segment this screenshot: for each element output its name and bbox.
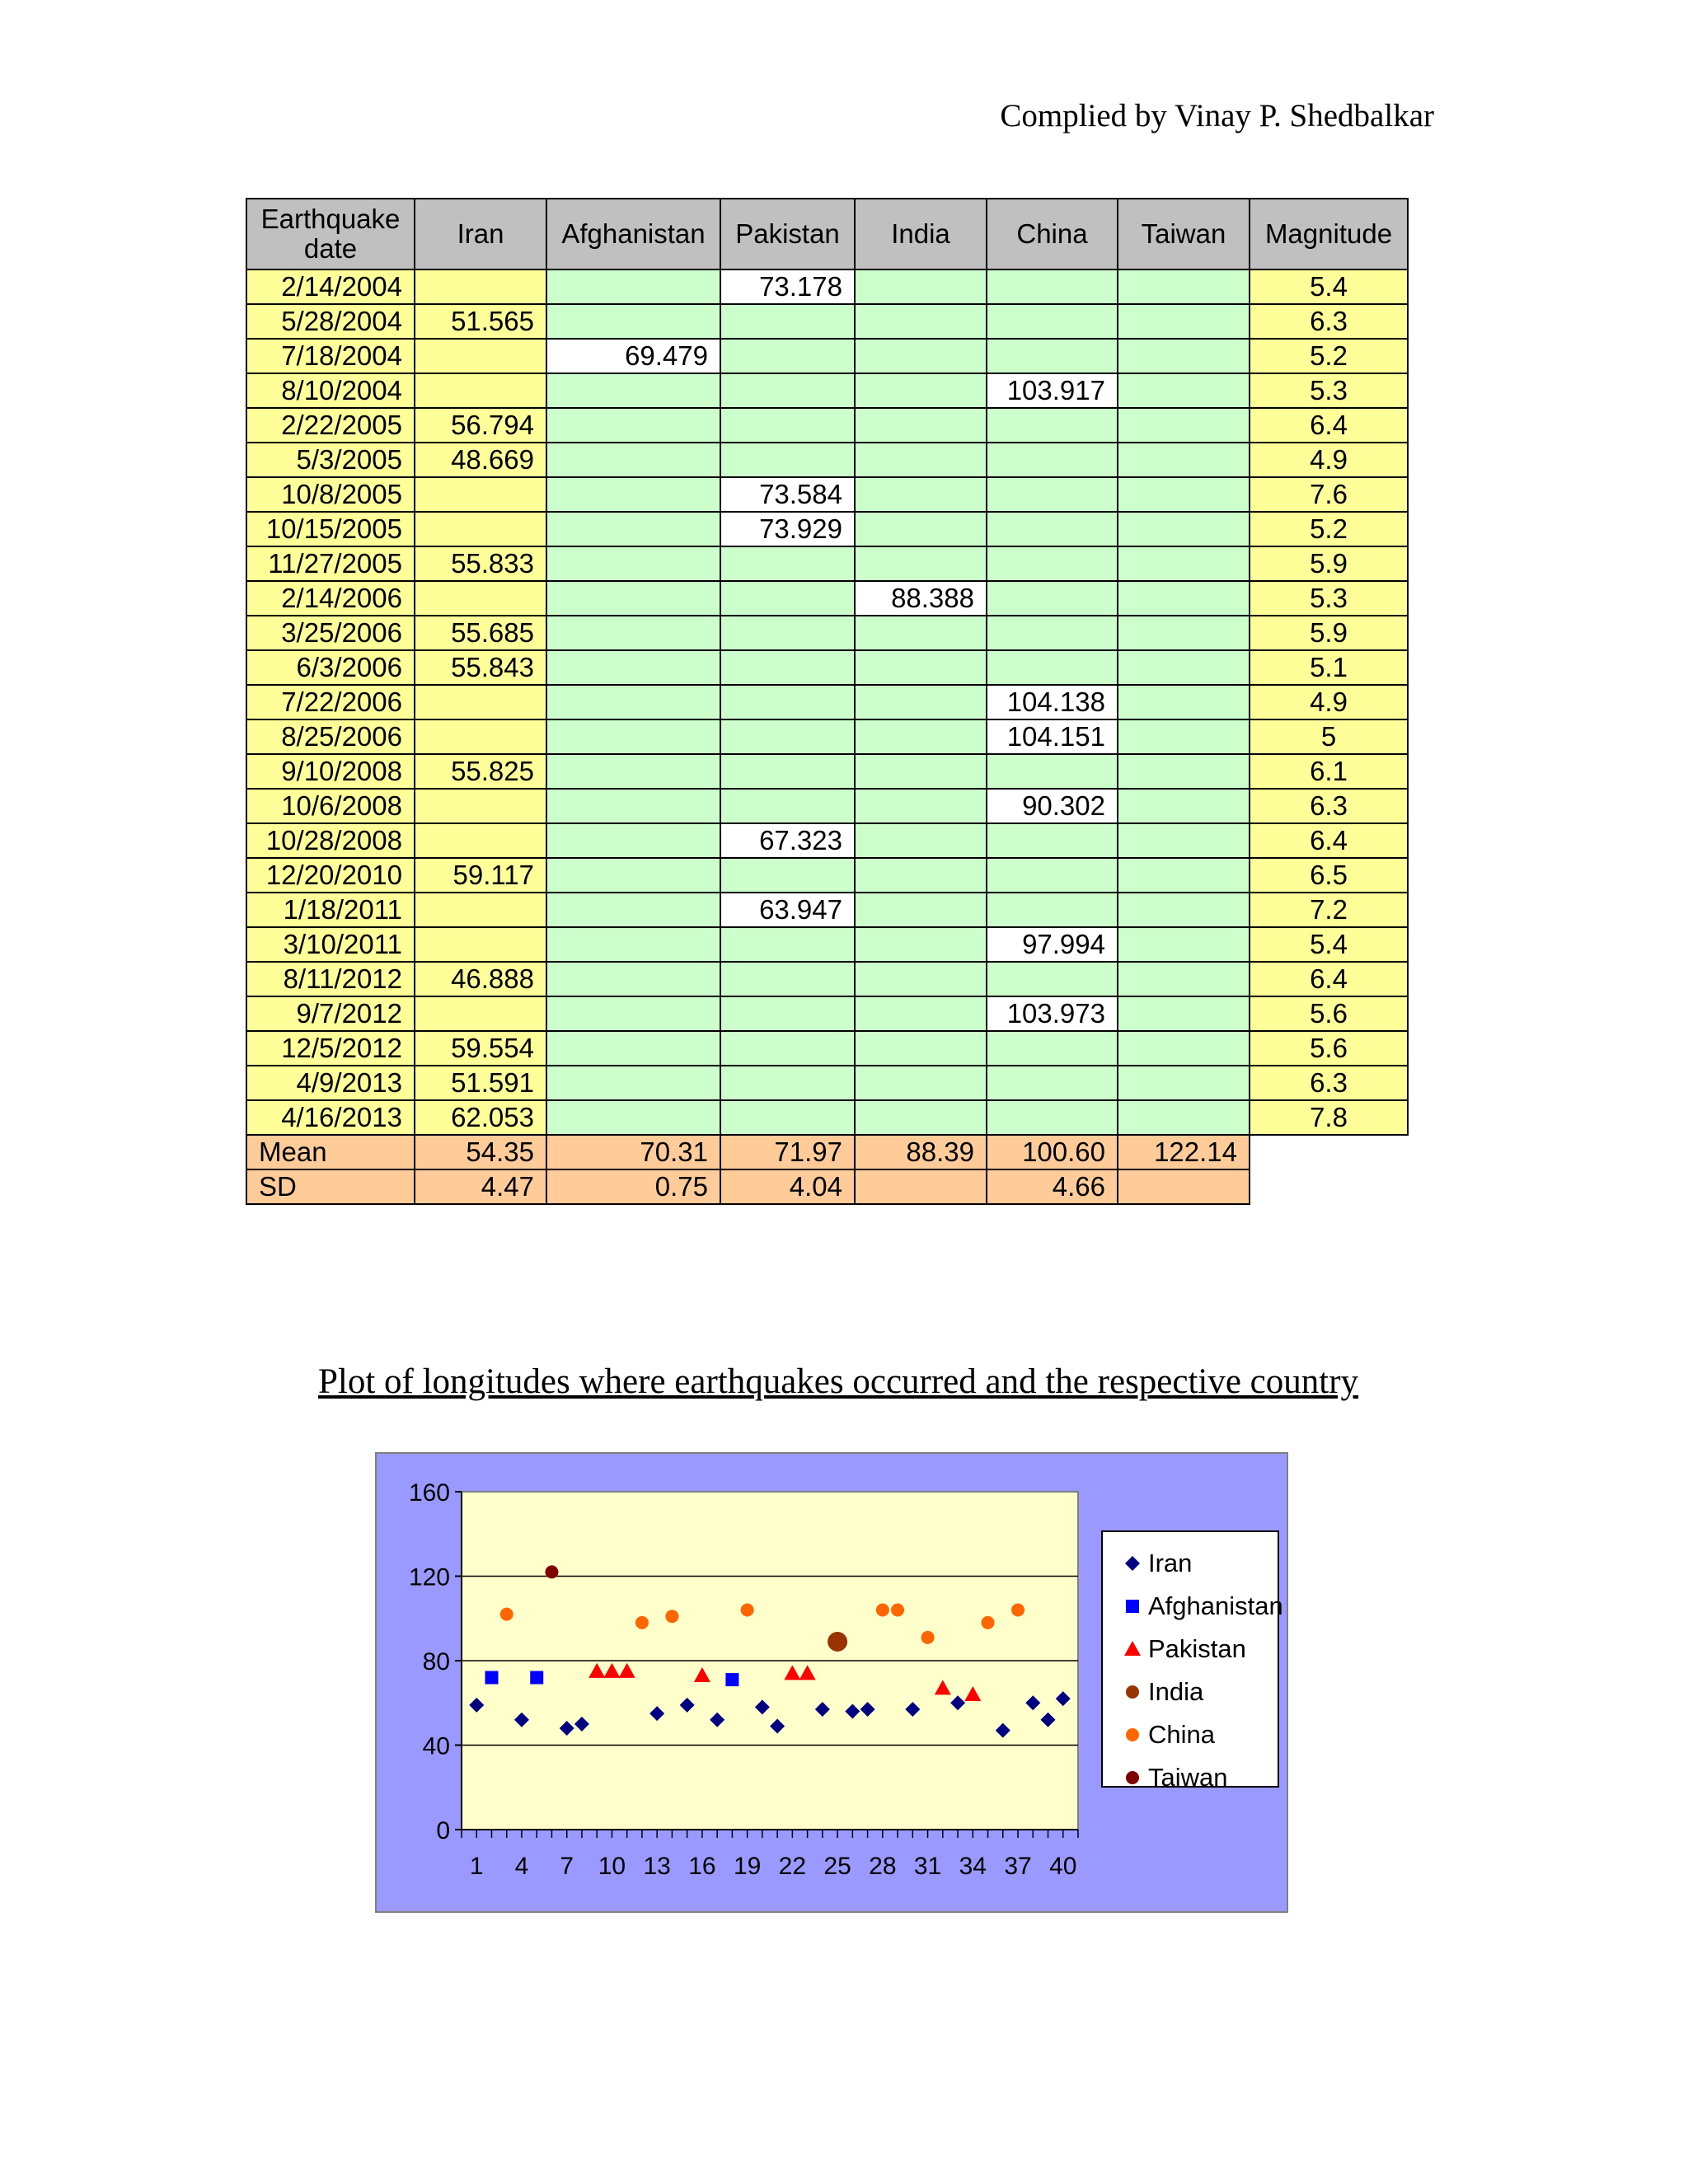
- mean-row-value: 100.60: [987, 1135, 1118, 1169]
- magnitude-cell: 5.3: [1250, 373, 1408, 408]
- longitude-cell: 55.843: [415, 650, 546, 685]
- magnitude-cell: 6.3: [1250, 789, 1408, 823]
- x-tick-label: 19: [733, 1853, 762, 1880]
- header-date: Earthquake date: [246, 199, 415, 269]
- magnitude-cell: 6.3: [1250, 304, 1408, 339]
- longitude-cell: 104.151: [987, 719, 1118, 754]
- sd-row-label: SD: [246, 1169, 415, 1204]
- mean-row-value: 122.14: [1118, 1135, 1250, 1169]
- point-india: [828, 1632, 847, 1652]
- x-tick-label: 13: [643, 1853, 671, 1880]
- magnitude-cell: 5.3: [1250, 581, 1408, 616]
- longitude-cell: 103.917: [987, 373, 1118, 408]
- longitude-cell: 63.947: [720, 893, 855, 927]
- longitude-cell: 55.685: [415, 616, 546, 650]
- longitude-cell: 73.178: [720, 269, 855, 304]
- date-cell: 10/15/2005: [246, 512, 415, 546]
- magnitude-cell: 5.4: [1250, 269, 1408, 304]
- point-china: [1011, 1604, 1025, 1617]
- mean-row-value: 54.35: [415, 1135, 546, 1169]
- longitude-cell: 51.591: [415, 1066, 546, 1100]
- point-china: [665, 1610, 678, 1623]
- x-tick-label: 1: [469, 1853, 484, 1880]
- date-cell: 8/11/2012: [246, 962, 415, 996]
- magnitude-cell: 6.5: [1250, 858, 1408, 893]
- longitude-cell: 90.302: [987, 789, 1118, 823]
- mean-row-value: 70.31: [546, 1135, 720, 1169]
- magnitude-cell: 5.4: [1250, 927, 1408, 962]
- sd-row-value: 4.04: [720, 1169, 855, 1204]
- longitude-cell: 59.554: [415, 1031, 546, 1066]
- y-tick-label: 160: [408, 1479, 450, 1507]
- longitude-cell: 67.323: [720, 823, 855, 858]
- longitude-cell: 73.584: [720, 477, 855, 512]
- longitude-cell: 62.053: [415, 1100, 546, 1135]
- mean-row-label: Mean: [246, 1135, 415, 1169]
- longitude-cell: 69.479: [546, 339, 720, 373]
- magnitude-cell: 6.4: [1250, 408, 1408, 443]
- longitude-cell: 103.973: [987, 996, 1118, 1031]
- longitude-cell: 88.388: [855, 581, 987, 616]
- magnitude-cell: 7.2: [1250, 893, 1408, 927]
- sd-row-value: 4.66: [987, 1169, 1118, 1204]
- magnitude-cell: 5.1: [1250, 650, 1408, 685]
- date-cell: 4/16/2013: [246, 1100, 415, 1135]
- magnitude-cell: 6.4: [1250, 962, 1408, 996]
- date-cell: 3/10/2011: [246, 927, 415, 962]
- longitude-cell: 73.929: [720, 512, 855, 546]
- magnitude-cell: 4.9: [1250, 685, 1408, 719]
- legend-marker-taiwan: [1126, 1771, 1139, 1784]
- point-china: [876, 1604, 889, 1617]
- point-china: [982, 1616, 995, 1629]
- longitude-cell: 48.669: [415, 443, 546, 477]
- header-taiwan: Taiwan: [1118, 199, 1250, 269]
- longitude-cell: 46.888: [415, 962, 546, 996]
- date-cell: 1/18/2011: [246, 893, 415, 927]
- date-cell: 11/27/2005: [246, 546, 415, 581]
- y-tick-label: 80: [422, 1648, 450, 1675]
- date-cell: 10/6/2008: [246, 789, 415, 823]
- x-tick-label: 34: [959, 1853, 987, 1880]
- legend-label: Pakistan: [1148, 1634, 1246, 1663]
- point-afghanistan: [725, 1673, 738, 1686]
- date-cell: 4/9/2013: [246, 1066, 415, 1100]
- header-magnitude: Magnitude: [1250, 199, 1408, 269]
- longitude-cell: 55.825: [415, 754, 546, 789]
- longitude-cell: 97.994: [987, 927, 1118, 962]
- magnitude-cell: 5.6: [1250, 1031, 1408, 1066]
- date-cell: 7/22/2006: [246, 685, 415, 719]
- plot-title-text: Plot of longitudes where earthquakes occurred and the respective country: [317, 1362, 1359, 1401]
- magnitude-cell: 7.8: [1250, 1100, 1408, 1135]
- legend-label: Taiwan: [1148, 1763, 1228, 1792]
- date-cell: 10/8/2005: [246, 477, 415, 512]
- legend-marker-afghanistan: [1126, 1600, 1139, 1613]
- date-cell: 9/7/2012: [246, 996, 415, 1031]
- legend-marker-china: [1126, 1728, 1139, 1741]
- longitude-cell: 59.117: [415, 858, 546, 893]
- magnitude-cell: 4.9: [1250, 443, 1408, 477]
- date-cell: 8/25/2006: [246, 719, 415, 754]
- date-cell: 6/3/2006: [246, 650, 415, 685]
- point-china: [891, 1604, 904, 1617]
- point-china: [635, 1616, 649, 1629]
- date-cell: 5/3/2005: [246, 443, 415, 477]
- date-cell: 2/14/2004: [246, 269, 415, 304]
- magnitude-cell: 5.6: [1250, 996, 1408, 1031]
- x-tick-label: 28: [869, 1853, 897, 1880]
- x-tick-label: 7: [560, 1853, 574, 1880]
- date-cell: 12/5/2012: [246, 1031, 415, 1066]
- magnitude-cell: 6.3: [1250, 1066, 1408, 1100]
- x-tick-label: 31: [913, 1853, 942, 1880]
- point-afghanistan: [485, 1671, 498, 1685]
- y-tick-label: 120: [408, 1563, 450, 1591]
- date-cell: 10/28/2008: [246, 823, 415, 858]
- point-afghanistan: [530, 1671, 543, 1685]
- legend-label: Iran: [1148, 1549, 1193, 1577]
- point-china: [921, 1631, 935, 1644]
- y-tick-label: 0: [436, 1817, 450, 1844]
- date-cell: 3/25/2006: [246, 616, 415, 650]
- longitude-cell: 56.794: [415, 408, 546, 443]
- date-cell: 8/10/2004: [246, 373, 415, 408]
- magnitude-cell: 7.6: [1250, 477, 1408, 512]
- date-cell: 5/28/2004: [246, 304, 415, 339]
- point-china: [500, 1608, 513, 1621]
- x-tick-label: 37: [1004, 1853, 1032, 1880]
- magnitude-cell: 5.9: [1250, 616, 1408, 650]
- header-china: China: [987, 199, 1118, 269]
- header-iran: Iran: [415, 199, 546, 269]
- date-cell: 2/22/2005: [246, 408, 415, 443]
- longitude-cell: 55.833: [415, 546, 546, 581]
- legend-label: China: [1148, 1720, 1215, 1749]
- mean-row-value: 71.97: [720, 1135, 855, 1169]
- x-tick-label: 10: [598, 1853, 626, 1880]
- header-pakistan: Pakistan: [720, 199, 855, 269]
- x-tick-label: 22: [778, 1853, 807, 1880]
- magnitude-cell: 5.2: [1250, 512, 1408, 546]
- magnitude-cell: 6.1: [1250, 754, 1408, 789]
- header-india: India: [855, 199, 987, 269]
- date-cell: 12/20/2010: [246, 858, 415, 893]
- x-tick-label: 25: [823, 1853, 851, 1880]
- x-tick-label: 4: [514, 1853, 529, 1880]
- date-cell: 9/10/2008: [246, 754, 415, 789]
- x-tick-label: 16: [688, 1853, 716, 1880]
- x-tick-label: 40: [1049, 1853, 1077, 1880]
- y-tick-label: 40: [422, 1732, 450, 1760]
- legend-label: Afghanistan: [1148, 1591, 1283, 1620]
- longitude-cell: 51.565: [415, 304, 546, 339]
- sd-row-value: 4.47: [415, 1169, 546, 1204]
- sd-row-value: 0.75: [546, 1169, 720, 1204]
- legend-marker-india: [1126, 1685, 1139, 1699]
- magnitude-cell: 6.4: [1250, 823, 1408, 858]
- compiler-credit: Complied by Vinay P. Shedbalkar: [1000, 98, 1434, 134]
- magnitude-cell: 5.9: [1250, 546, 1408, 581]
- magnitude-cell: 5.2: [1250, 339, 1408, 373]
- date-cell: 2/14/2006: [246, 581, 415, 616]
- longitude-cell: 104.138: [987, 685, 1118, 719]
- date-cell: 7/18/2004: [246, 339, 415, 373]
- point-china: [741, 1604, 754, 1617]
- legend-label: India: [1148, 1677, 1204, 1706]
- mean-row-value: 88.39: [855, 1135, 987, 1169]
- magnitude-cell: 5: [1250, 719, 1408, 754]
- point-taiwan: [545, 1565, 558, 1578]
- header-afghanistan: Afghanistan: [546, 199, 720, 269]
